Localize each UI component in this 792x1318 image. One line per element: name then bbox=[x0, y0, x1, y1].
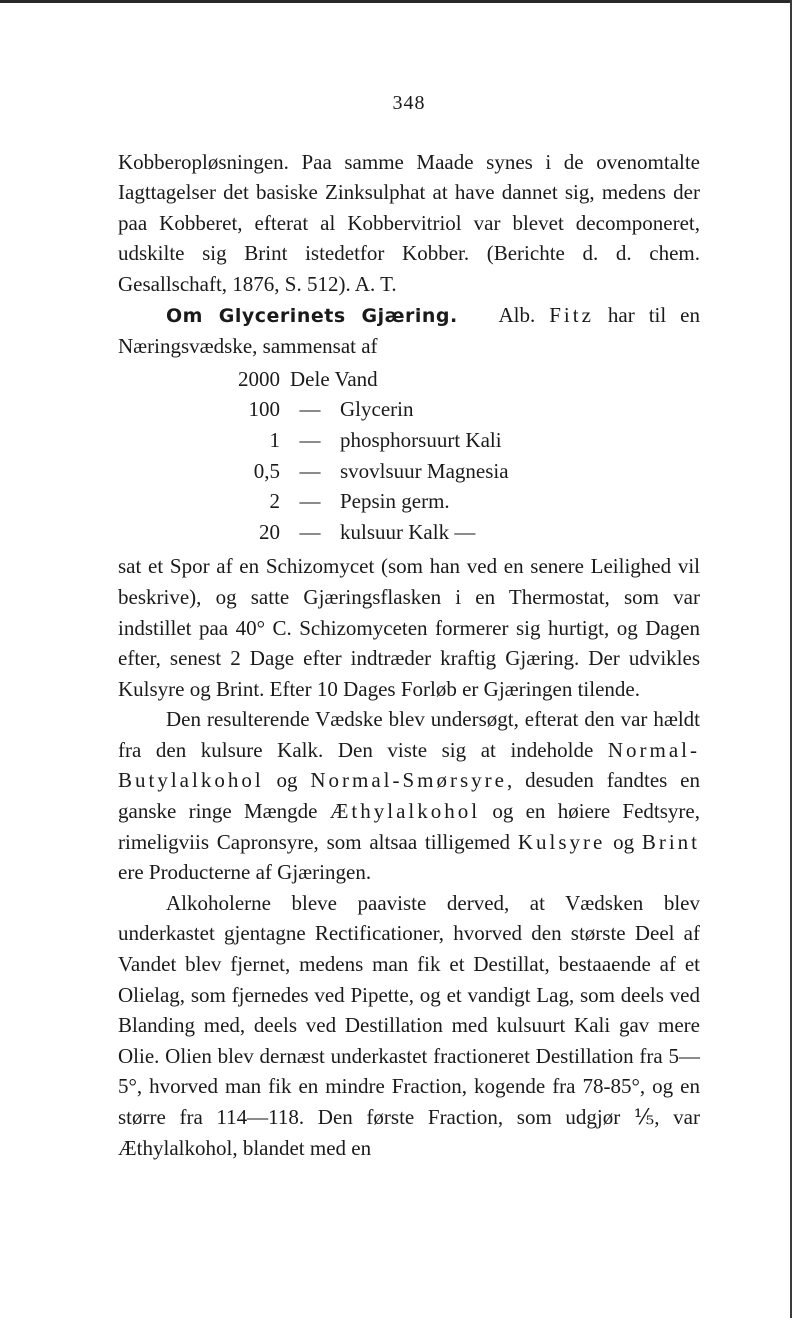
text-run: , desuden fandtes en ganske ringe Mængde bbox=[118, 768, 701, 824]
section-intro-text: har til en Næringsvædske, sammensat af bbox=[118, 302, 701, 359]
recipe-ingredient: kulsuur Kalk — bbox=[340, 519, 476, 544]
recipe-dash: — bbox=[299, 427, 321, 452]
recipe-row bbox=[210, 456, 700, 487]
author-name: Fitz bbox=[549, 302, 594, 327]
recipe-dash: — bbox=[299, 458, 321, 483]
spaced-term: Æthylalkohol bbox=[329, 799, 481, 824]
text-run: og bbox=[605, 829, 642, 854]
recipe-quantity: 2000 bbox=[238, 366, 280, 391]
paragraph-continued: Kobberopløsningen. Paa samme Maade synes i de ovenomtalte Iagttagelser det basiske Zinksulphat at have dannet sig, medens der paa Kobberet, efterat al Kobbervitriol var blevet decomponeret, udskilte sig Brint istedetfor Kobber. (Berichte d. d. chem. Gesallschaft, 1876, S. 512). A. T. bbox=[118, 149, 700, 296]
recipe-row bbox=[210, 517, 700, 548]
section-heading: Om Glycerinets Gjæring. bbox=[166, 304, 458, 327]
recipe-quantity: 100 bbox=[248, 397, 280, 422]
text-run: og bbox=[263, 768, 311, 793]
spaced-term: Kulsyre bbox=[517, 829, 606, 854]
recipe-row bbox=[210, 394, 700, 425]
recipe-row bbox=[210, 364, 700, 395]
paragraph-culture: sat et Spor af en Schizomycet (som han ved en senere Leilighed vil beskrive), og satte Gjæringsflasken i en Thermostat, som var indstillet paa 40° C. Schizomyceten formerer sig hurtigt, og Dagen efter, senest 2 Dage efter indtræder kraftig Gjæring. Der udvikles Kulsyre og Brint. Efter 10 Dages Forløb er Gjæringen tilende. bbox=[118, 554, 700, 701]
text-run: og en høiere Fedtsyre, rimeligviis Capronsyre, som altsaa tilligemed bbox=[118, 799, 700, 854]
spaced-term: Normal-Butylalkohol bbox=[118, 737, 700, 793]
paragraph-results bbox=[118, 704, 700, 888]
scan-edge-top bbox=[0, 0, 792, 3]
recipe-ingredient: Dele Vand bbox=[290, 366, 378, 391]
text-run: ere Producterne af Gjæringen. bbox=[118, 860, 372, 885]
recipe-row bbox=[210, 425, 700, 456]
recipe-quantity: 0,5 bbox=[253, 458, 280, 483]
recipe-ingredient: phosphorsuurt Kali bbox=[340, 427, 502, 452]
author-prefix: Alb. bbox=[498, 302, 536, 327]
recipe-dash: — bbox=[299, 397, 321, 422]
spaced-term: Brint bbox=[641, 829, 701, 854]
section-intro bbox=[118, 300, 700, 362]
recipe-quantity: 20 bbox=[259, 519, 280, 544]
recipe-row bbox=[210, 486, 700, 517]
paragraph-alcohols: Alkoholerne bleve paaviste derved, at Vædsken blev underkastet gjentagne Rectificationer, hvorved den største Deel af Vandet blev fjernet, medens man fik et Destillat, bestaaende af et Olielag, som fjernedes ved Pipette, og et vandigt Lag, som deels ved Blanding med, deels ved Destillation med kulsuurt Kali gav mere Olie. Olien blev dernæst underkastet fractioneret Destillation fra 5—5°, hvorved man fik en mindre Fraction, kogende fra 78-85°, og en større fra 114—118. Den første Fraction, som udgjør ⅕, var Æthylalkohol, blandet med en bbox=[118, 890, 700, 1160]
page-number: 348 bbox=[392, 92, 426, 114]
recipe-ingredient: Pepsin germ. bbox=[340, 489, 450, 514]
recipe-table bbox=[210, 364, 700, 548]
spaced-term: Normal-Smørsyre bbox=[310, 768, 507, 793]
recipe-ingredient: svovlsuur Magnesia bbox=[340, 458, 509, 483]
recipe-dash: — bbox=[299, 519, 321, 544]
text-run: Den resulterende Vædske blev undersøgt, efterat den var hældt fra den kulsure Kalk. Den viste sig at indeholde bbox=[118, 707, 700, 762]
recipe-quantity: 2 bbox=[269, 489, 280, 514]
recipe-ingredient: Glycerin bbox=[340, 397, 414, 422]
recipe-dash: — bbox=[299, 489, 321, 514]
page-body bbox=[118, 88, 700, 1163]
recipe-quantity: 1 bbox=[269, 427, 280, 452]
